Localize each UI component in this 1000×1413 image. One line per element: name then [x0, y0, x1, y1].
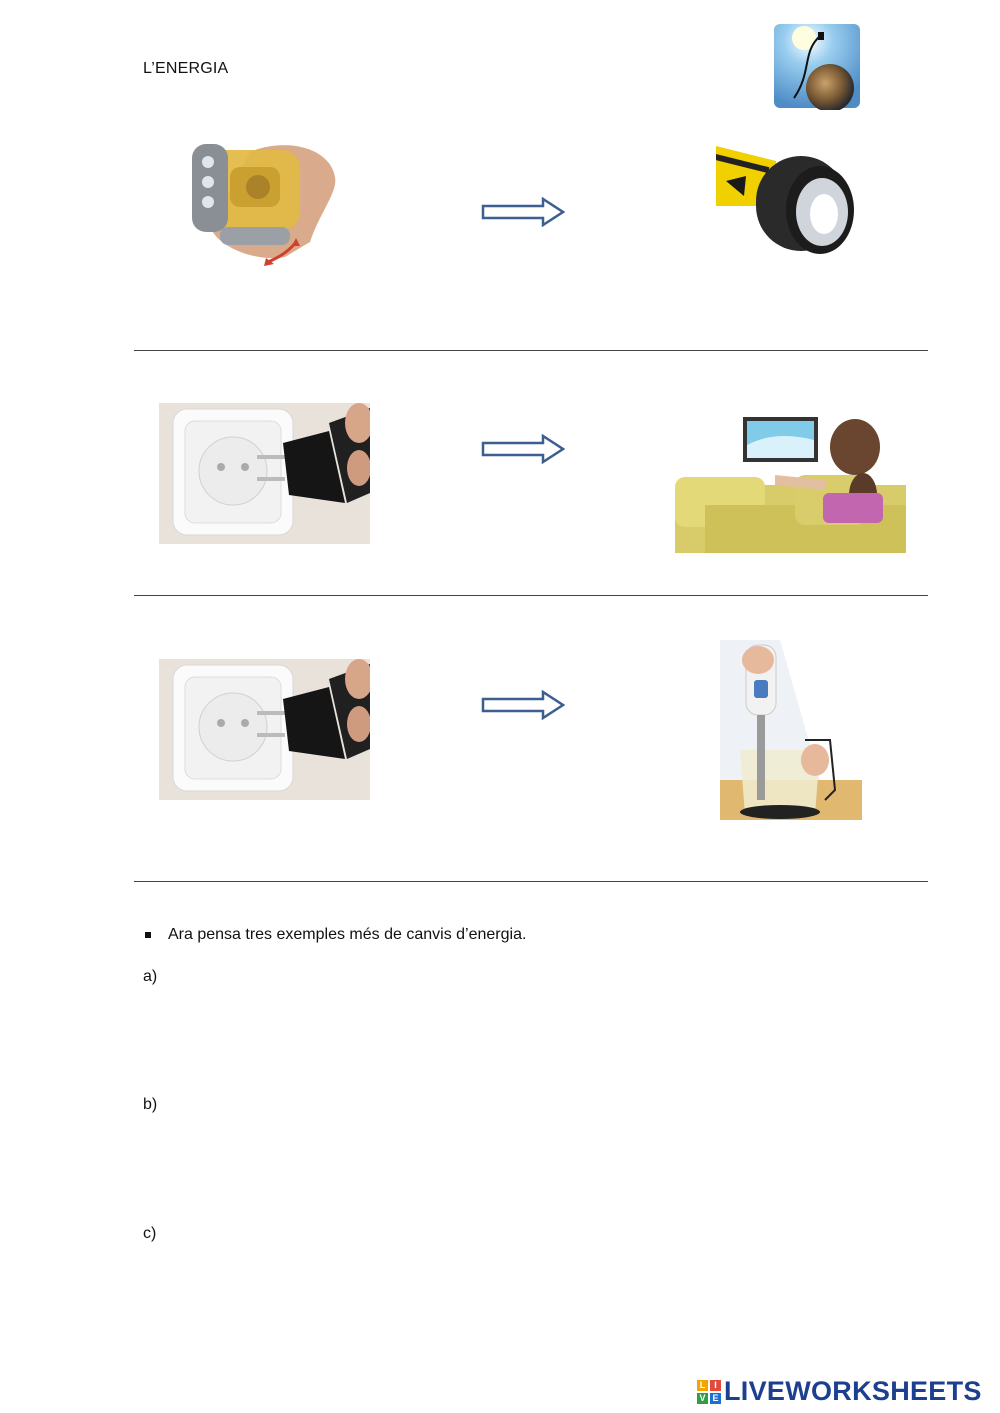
- crank-flashlight-image: [190, 132, 340, 272]
- divider: [134, 881, 928, 882]
- divider: [134, 595, 928, 596]
- answer-label-a: a): [143, 968, 158, 985]
- square-bullet-icon: [145, 932, 151, 938]
- answer-label-c: c): [143, 1225, 157, 1242]
- liveworksheets-logo[interactable]: [697, 1376, 982, 1407]
- brand-name: LIVEWORKSHEETS: [724, 1376, 982, 1406]
- instruction-bullet: [143, 926, 526, 944]
- wall-outlet-plug-image: [159, 659, 370, 800]
- arrow-right-icon: [481, 434, 565, 464]
- sun-earth-plug-image: [772, 22, 862, 110]
- flashlight-image: [716, 126, 862, 264]
- logo-mark-icon: L I V E: [697, 1380, 721, 1404]
- answer-label-b: b): [143, 1096, 158, 1113]
- arrow-right-icon: [481, 197, 565, 227]
- divider: [134, 350, 928, 351]
- arrow-right-icon: [481, 690, 565, 720]
- woman-watching-tv-image: [675, 405, 906, 553]
- hand-blender-image: [720, 640, 862, 820]
- page-title: L’ENERGIA: [143, 60, 229, 77]
- wall-outlet-plug-image: [159, 403, 370, 544]
- instruction-text: Ara pensa tres exemples més de canvis d’energia.: [168, 926, 527, 943]
